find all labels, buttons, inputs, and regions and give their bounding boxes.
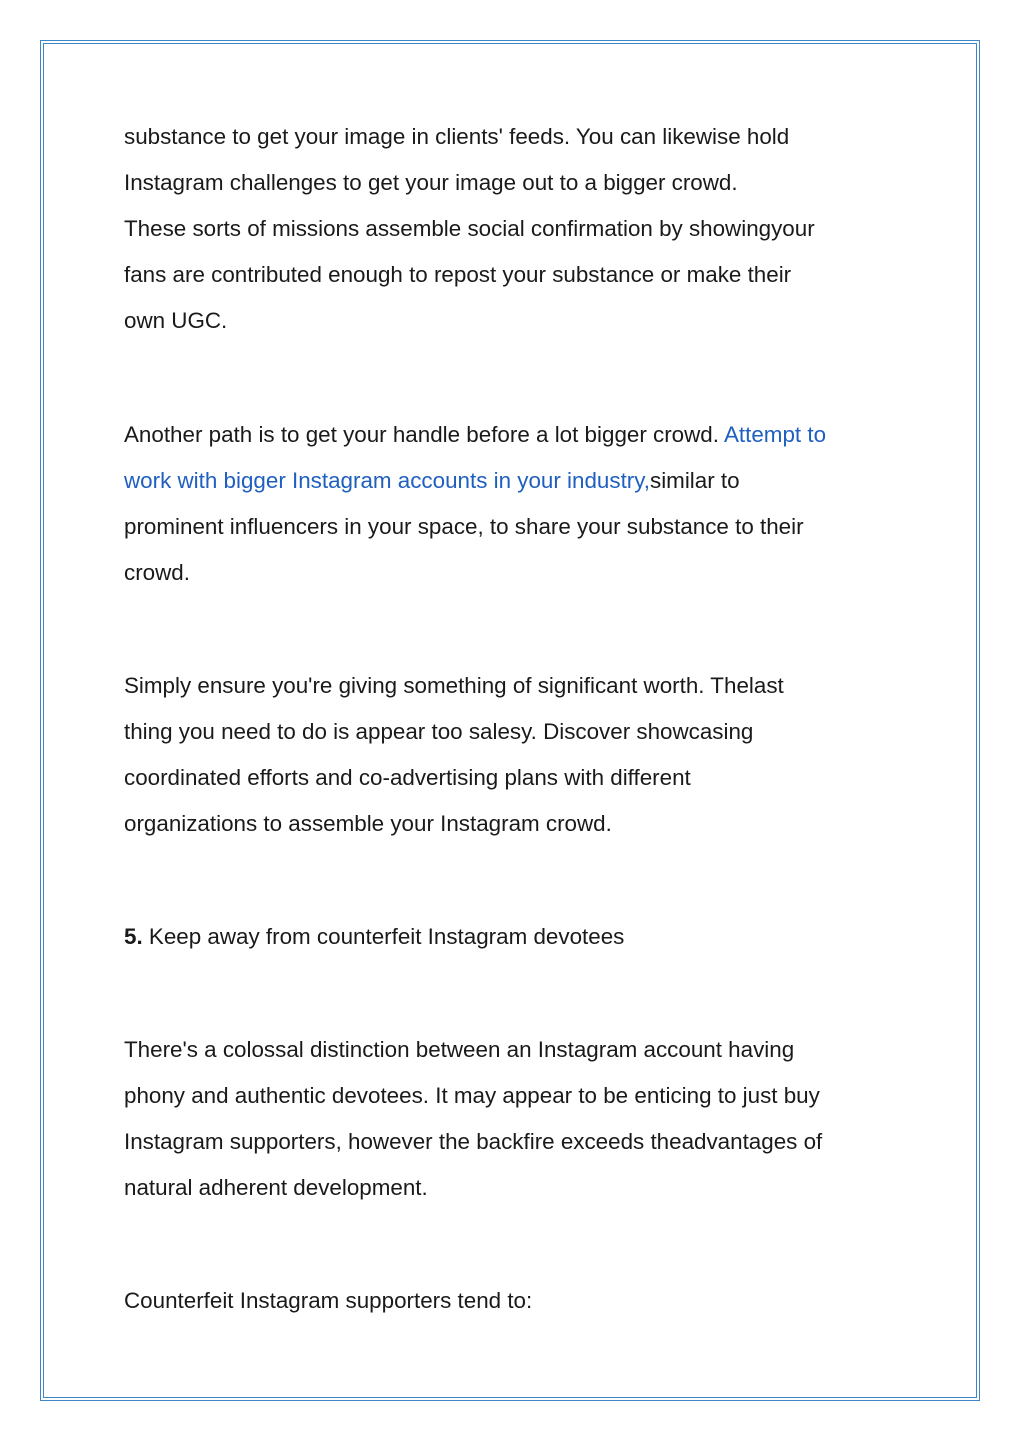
section-number: 5. [124, 924, 143, 949]
text-line [124, 412, 894, 458]
paragraph-ugc [124, 114, 894, 344]
text-line: fans are contributed enough to repost your substance or make their [124, 262, 792, 287]
text-line: There's a colossal distinction between an Instagram account having [124, 1037, 795, 1062]
paragraph-significant-worth [124, 663, 894, 847]
paragraph-tend-to [124, 1278, 894, 1324]
section-title: Keep away from counterfeit Instagram devotees [142, 924, 625, 949]
text-line: Simply ensure you're giving something of significant worth. Thelast [124, 673, 784, 698]
text-line: Instagram challenges to get your image out to a bigger crowd. [124, 170, 738, 195]
inline-link[interactable]: Attempt to [723, 422, 827, 447]
text-line: phony and authentic devotees. It may appear to be enticing to just buy [124, 1083, 820, 1108]
paragraph-bigger-crowd [124, 412, 894, 596]
text-line: These sorts of missions assemble social confirmation by showingyour [124, 216, 815, 241]
inline-link[interactable]: work with bigger Instagram accounts in your industry, [124, 468, 650, 493]
text-line: natural adherent development. [124, 1175, 428, 1200]
text-line: organizations to assemble your Instagram crowd. [124, 811, 612, 836]
text-span: Another path is to get your handle before a lot bigger crowd. [124, 422, 724, 447]
text-line: thing you need to do is appear too salesy. Discover showcasing [124, 719, 754, 744]
text-line [124, 914, 894, 960]
text-line [124, 458, 894, 504]
text-line: crowd. [124, 560, 190, 585]
text-line: own UGC. [124, 308, 228, 333]
text-line: coordinated efforts and co-advertising plans with different [124, 765, 691, 790]
paragraph-phony-devotees [124, 1027, 894, 1211]
text-line: prominent influencers in your space, to share your substance to their [124, 514, 804, 539]
text-line: Counterfeit Instagram supporters tend to: [124, 1288, 533, 1313]
text-span: similar to [650, 468, 740, 493]
text-line: Instagram supporters, however the backfire exceeds theadvantages of [124, 1129, 823, 1154]
text-line: substance to get your image in clients' feeds. You can likewise hold [124, 124, 790, 149]
section-heading [124, 914, 894, 960]
